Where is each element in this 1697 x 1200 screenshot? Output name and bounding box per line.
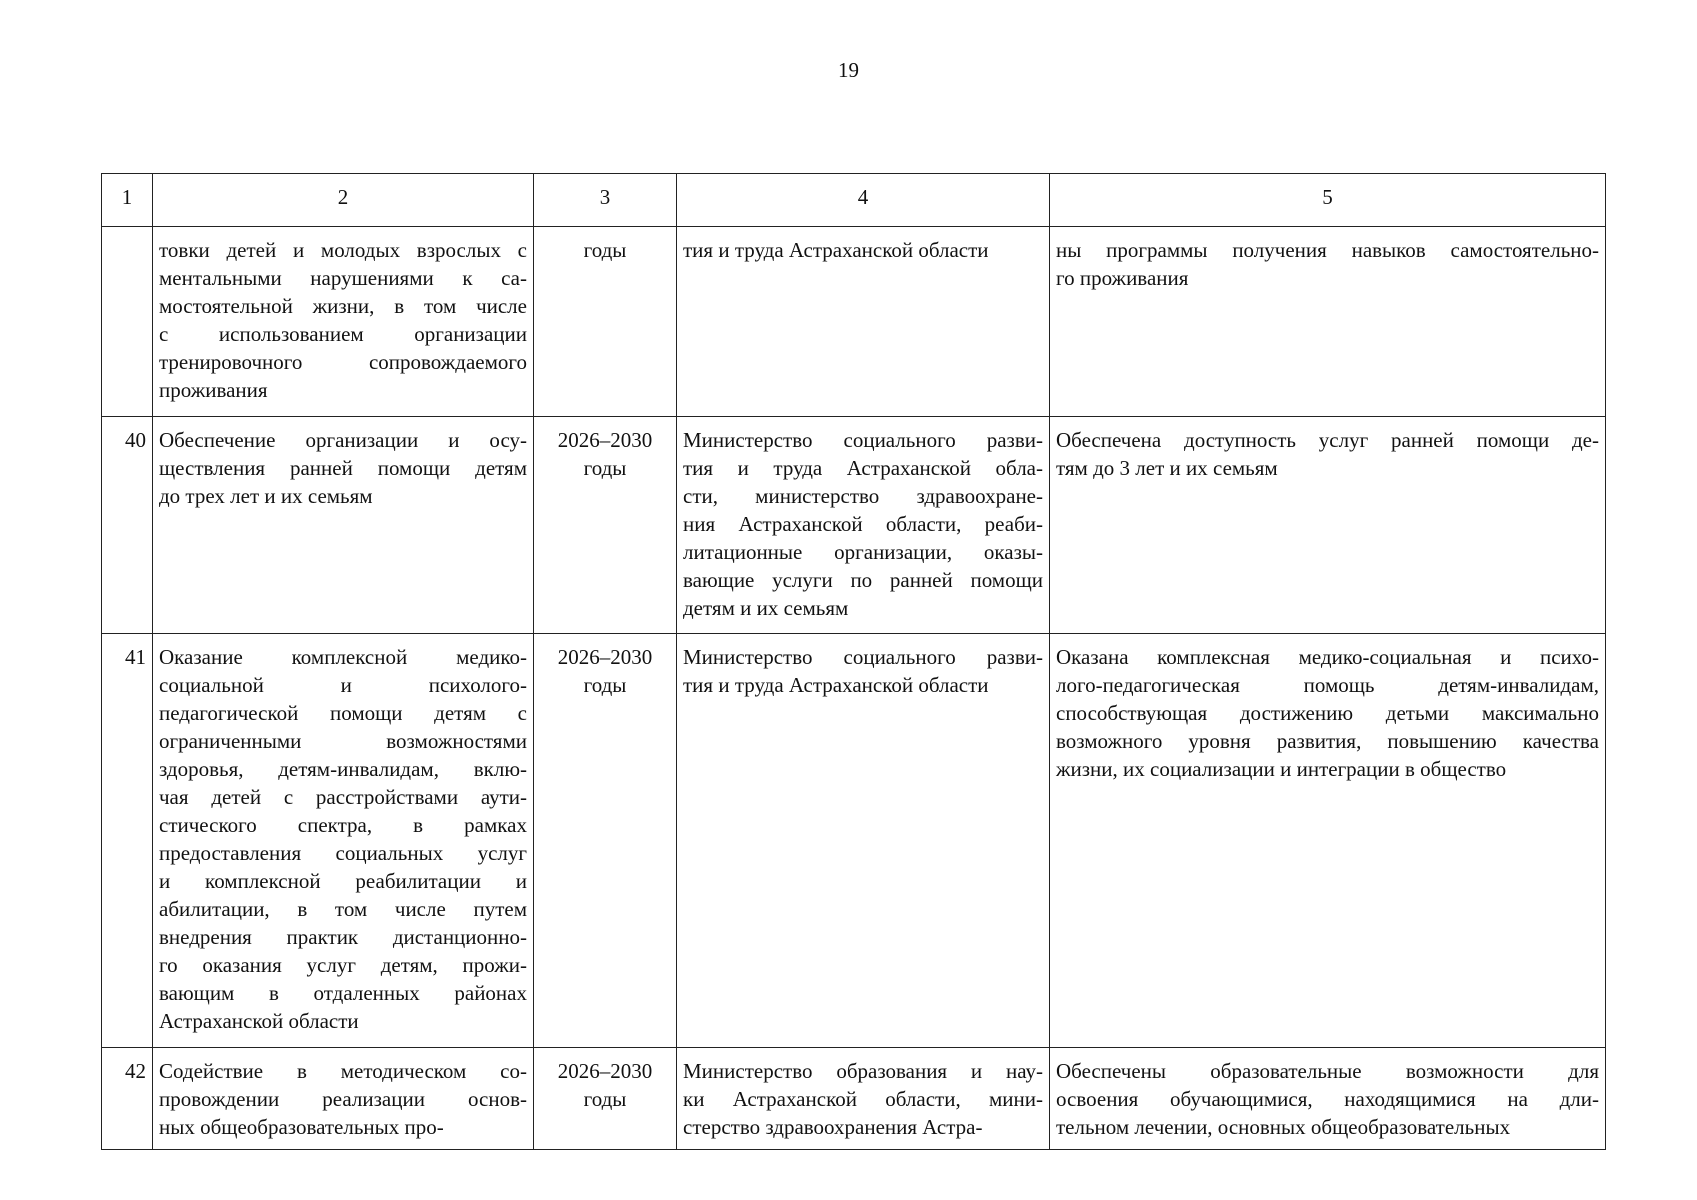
cell-text-line: Астраханской области <box>159 1009 359 1033</box>
cell-text-line: вающие услуги по ранней помощи <box>683 568 1043 592</box>
executors-cell <box>677 417 1050 634</box>
row-number-cell: 42 <box>102 1048 153 1150</box>
executors-cell <box>677 227 1050 417</box>
cell-text-line: Обеспечение организации и осу- <box>159 428 527 452</box>
cell-text-line: ментальными нарушениями к са- <box>159 266 527 290</box>
cell-text-line: тям до 3 лет и их семьям <box>1056 456 1278 480</box>
activity-cell <box>153 1048 534 1150</box>
header-col-2: 2 <box>153 174 534 227</box>
cell-text-line: жизни, их социализации и интеграции в общество <box>1056 757 1507 781</box>
header-col-5: 5 <box>1050 174 1606 227</box>
result-cell <box>1050 1048 1606 1150</box>
executors-cell <box>677 1048 1050 1150</box>
cell-text-line: сти, министерство здравоохране- <box>683 484 1043 508</box>
table-row <box>102 417 1606 634</box>
row-number-cell: 41 <box>102 634 153 1048</box>
table-row <box>102 634 1606 1048</box>
table-row <box>102 227 1606 417</box>
cell-text-line: здоровья, детям-инвалидам, вклю- <box>159 757 527 781</box>
cell-text-line: ных общеобразовательных про- <box>159 1115 444 1139</box>
cell-text-line: Министерство социального разви- <box>683 428 1043 452</box>
cell-text-line: тия и труда Астраханской области <box>683 238 989 262</box>
cell-text-line: возможного уровня развития, повышению качества <box>1056 729 1599 753</box>
cell-text-line: абилитации, в том числе путем <box>159 897 527 921</box>
cell-text-line: Обеспечены образовательные возможности для <box>1056 1059 1599 1083</box>
row-number-cell <box>102 227 153 417</box>
result-cell <box>1050 417 1606 634</box>
cell-text-line: го оказания услуг детям, прожи- <box>159 953 527 977</box>
cell-text-line: годы <box>583 238 627 262</box>
period-cell <box>534 634 677 1048</box>
cell-text-line: 2026–2030 <box>557 645 653 669</box>
result-cell <box>1050 634 1606 1048</box>
cell-text-line: годы <box>583 1087 627 1111</box>
cell-text-line: ки Астраханской области, мини- <box>683 1087 1043 1111</box>
period-cell <box>534 1048 677 1150</box>
cell-text-line: Оказание комплексной медико- <box>159 645 527 669</box>
activity-cell <box>153 227 534 417</box>
header-col-3: 3 <box>534 174 677 227</box>
period-cell <box>534 227 677 417</box>
result-cell <box>1050 227 1606 417</box>
cell-text-line: 2026–2030 <box>557 428 653 452</box>
cell-text-line: стерство здравоохранения Астра- <box>683 1115 983 1139</box>
cell-text-line: 2026–2030 <box>557 1059 653 1083</box>
activity-cell <box>153 417 534 634</box>
cell-text-line: тия и труда Астраханской обла- <box>683 456 1043 480</box>
measures-table <box>101 173 1606 1150</box>
header-col-1: 1 <box>102 174 153 227</box>
cell-text-line: детям и их семьям <box>683 596 849 620</box>
cell-text-line: ны программы получения навыков самостоятельно- <box>1056 238 1599 262</box>
header-col-4: 4 <box>677 174 1050 227</box>
cell-text-line: годы <box>583 456 627 480</box>
table-row <box>102 1048 1606 1150</box>
cell-text-line: освоения обучающимися, находящимися на дли- <box>1056 1087 1599 1111</box>
cell-text-line: годы <box>583 673 627 697</box>
cell-text-line: мостоятельной жизни, в том числе <box>159 294 527 318</box>
cell-text-line: тия и труда Астраханской области <box>683 673 989 697</box>
executors-cell <box>677 634 1050 1048</box>
period-cell <box>534 417 677 634</box>
cell-text-line: внедрения практик дистанционно- <box>159 925 527 949</box>
cell-text-line: Оказана комплексная медико-социальная и психо- <box>1056 645 1599 669</box>
cell-text-line: и комплексной реабилитации и <box>159 869 527 893</box>
cell-text-line: стического спектра, в рамках <box>159 813 527 837</box>
cell-text-line: ния Астраханской области, реаби- <box>683 512 1043 536</box>
cell-text-line: тельном лечении, основных общеобразовательных <box>1056 1115 1511 1139</box>
cell-text-line: товки детей и молодых взрослых с <box>159 238 527 262</box>
cell-text-line: чая детей с расстройствами аути- <box>159 785 527 809</box>
cell-text-line: Министерство социального разви- <box>683 645 1043 669</box>
cell-text-line: предоставления социальных услуг <box>159 841 527 865</box>
row-number-cell: 40 <box>102 417 153 634</box>
cell-text-line: ществления ранней помощи детям <box>159 456 527 480</box>
cell-text-line: вающим в отдаленных районах <box>159 981 527 1005</box>
activity-cell <box>153 634 534 1048</box>
cell-text-line: Обеспечена доступность услуг ранней помощи де- <box>1056 428 1599 452</box>
table-header-row <box>102 174 1606 227</box>
cell-text-line: Министерство образования и нау- <box>683 1059 1043 1083</box>
cell-text-line: го проживания <box>1056 266 1189 290</box>
cell-text-line: проживания <box>159 378 268 402</box>
cell-text-line: провождении реализации основ- <box>159 1087 527 1111</box>
cell-text-line: Содействие в методическом со- <box>159 1059 527 1083</box>
cell-text-line: до трех лет и их семьям <box>159 484 373 508</box>
page-number: 19 <box>838 58 859 82</box>
cell-text-line: с использованием организации <box>159 322 527 346</box>
cell-text-line: литационные организации, оказы- <box>683 540 1043 564</box>
cell-text-line: тренировочного сопровождаемого <box>159 350 527 374</box>
cell-text-line: лого-педагогическая помощь детям-инвалидам, <box>1056 673 1599 697</box>
cell-text-line: социальной и психолого- <box>159 673 527 697</box>
cell-text-line: ограниченными возможностями <box>159 729 527 753</box>
cell-text-line: педагогической помощи детям с <box>159 701 527 725</box>
cell-text-line: способствующая достижению детьми максимально <box>1056 701 1599 725</box>
